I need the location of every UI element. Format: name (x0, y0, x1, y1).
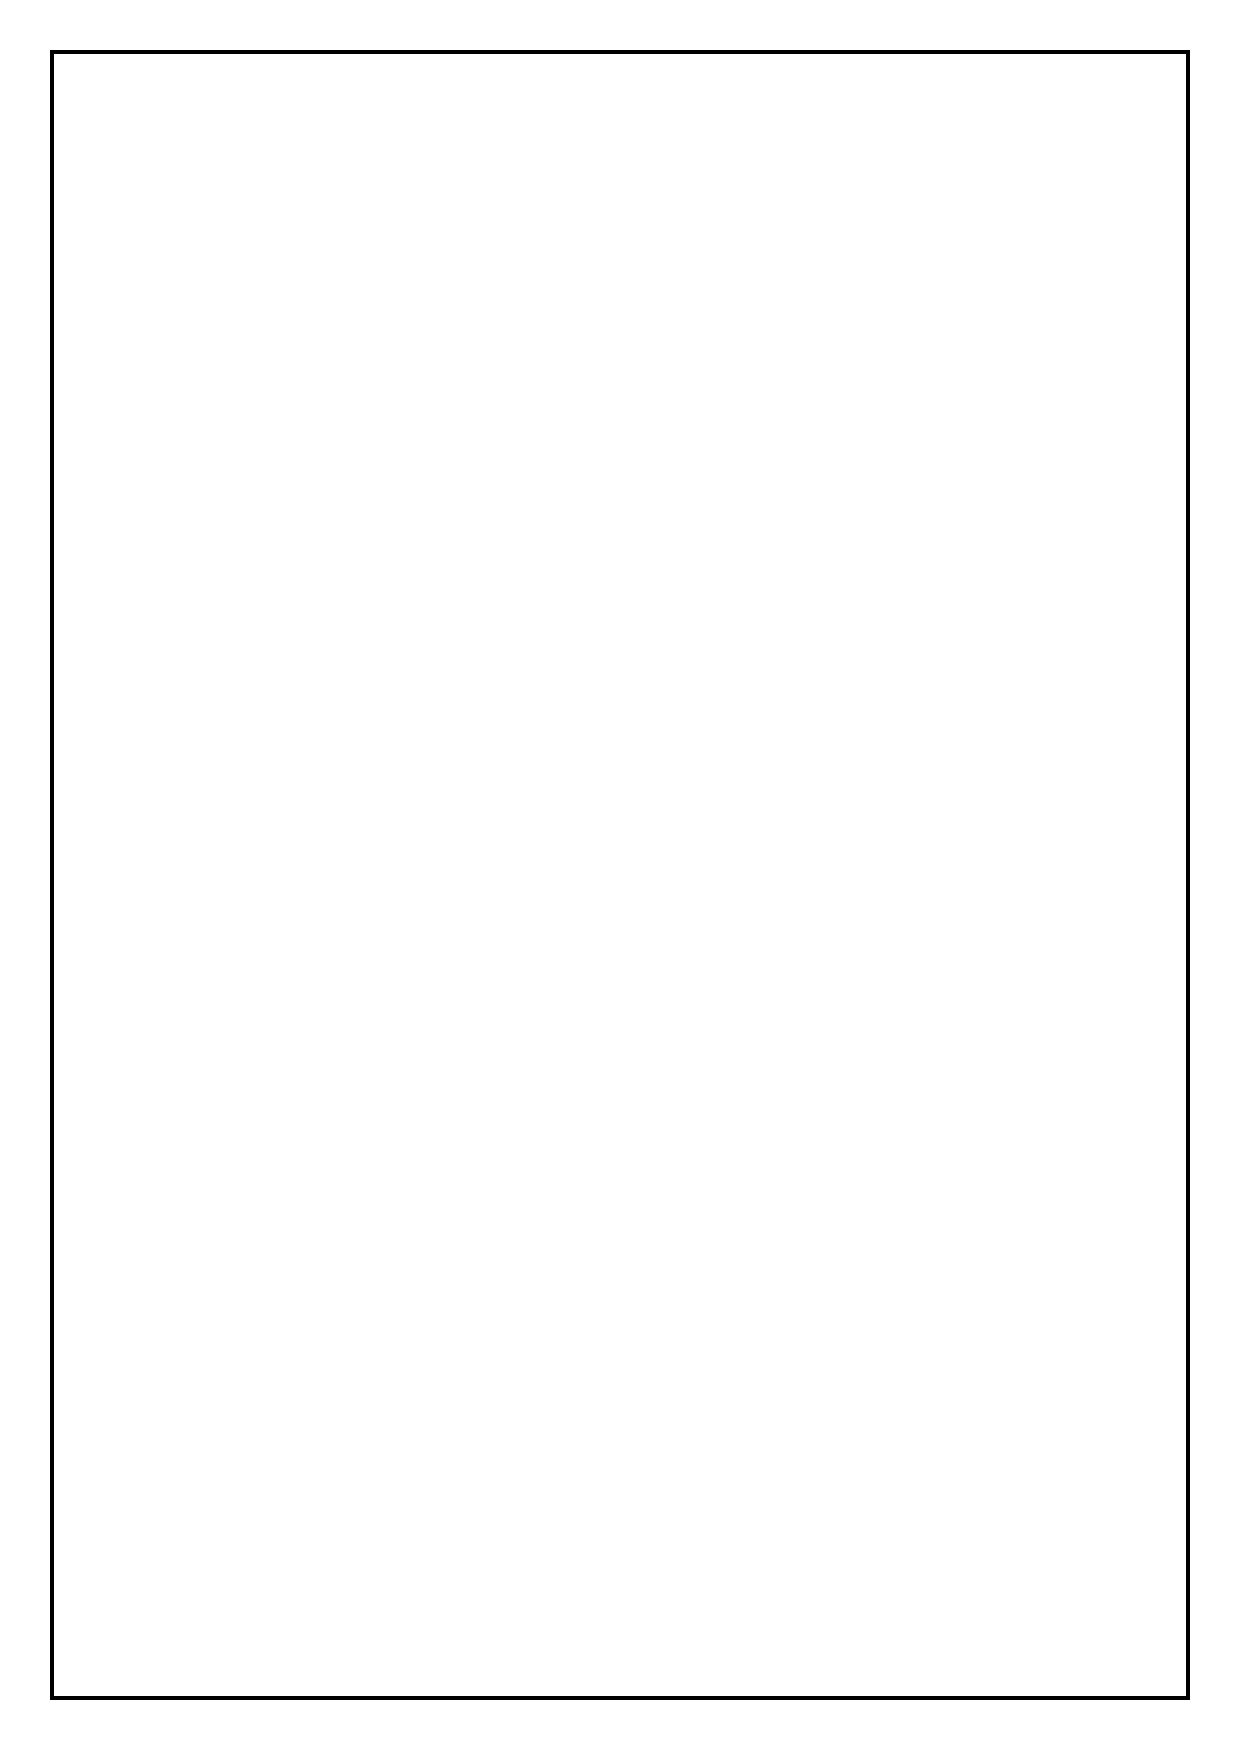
page-border (50, 50, 1190, 1700)
